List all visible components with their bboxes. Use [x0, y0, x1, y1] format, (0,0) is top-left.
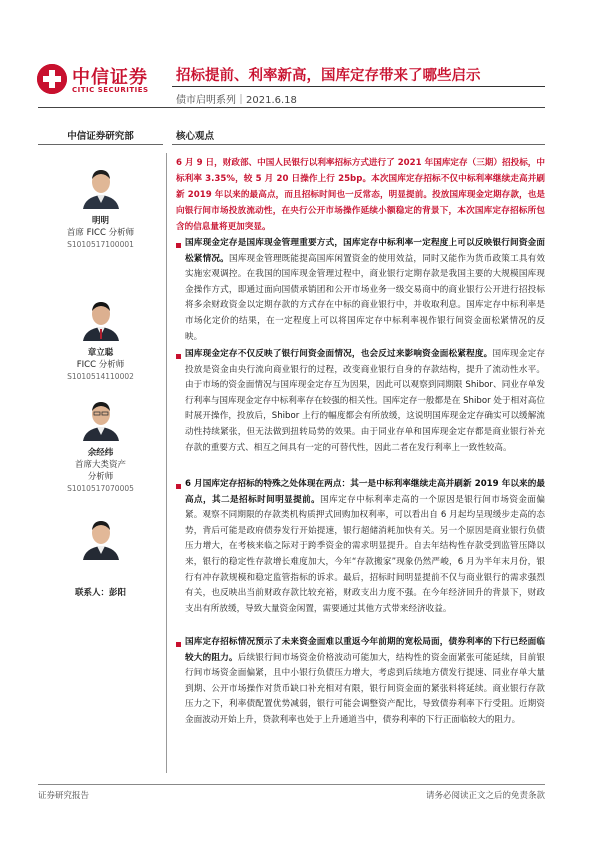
paragraph-lead: 国库现金定存是国库现金管理重要方式，国库定存中标利率一定程度上可以反映银行间资金面松紧情况。	[185, 238, 545, 264]
key-summary: 6 月 9 日，财政部、中国人民银行以利率招标方式进行了 2021 年国库定存（三期）招投标，中标利率 3.35%，较 5 月 20 日操作上行 25bp。本次国库定存招标不仅中标利率继续走高并刷新 2019 年以来的最高点，而且招标时间也一反常态，明显提前。投放国库现金定期存款，也是向银行间市场投放流动性，在央行公开市场操作延续小额稳定的背景下，本次国库定存招标所包含的信息量将更加突显。	[176, 158, 545, 232]
contact-name: 联系人：彭阳	[74, 588, 126, 598]
analyst-license: S1010517100001	[67, 240, 134, 249]
contact-label	[38, 587, 163, 599]
section-heading: 核心观点	[176, 131, 215, 142]
report-title: 招标提前、利率新高，国库定存带来了哪些启示	[176, 68, 481, 84]
logo-text-en: CITIC SECURITIES	[72, 86, 149, 94]
paragraph	[176, 347, 545, 456]
header-divider	[38, 107, 545, 108]
section-divider	[172, 144, 545, 145]
paragraph-body: 国库定存中标利率走高的一个原因是银行间市场资金面偏紧。观察不同期限的存款类机构质押式回购加权利率，可以看出自 6 月起均呈现缓步走高的态势，背后可能是政府债券发行开始提速，银行超储消耗加快有关。另一个原因是商业银行负债压力增大，在考核来临之际对于跨季资金的需求明显提升。自去年结构性存款受到监管压降以来，银行的稳定性存款增长难度加大，今年“存款搬家”现象仍然严峻，6 月为半年末月份，银行有冲存款规模和稳定监管指标的诉求。最后，招标时间明显提前不仅与商业银行的需求强烈有关，也反映出当前财政存款比较充裕，财政支出力度不强。在今年经济回升的背景下，财政支出有所放缓，导致大量资金闲置，需要通过其他方式带来经济收益。	[185, 494, 545, 614]
analyst-card	[38, 447, 163, 495]
analyst-name: 章立聪	[87, 348, 114, 358]
title-divider	[172, 86, 545, 87]
paragraph-lead: 国库定存招标情况预示了未来资金面难以重返今年前期的宽松局面，债券利率的下行已经面临较大的阻力。	[185, 637, 545, 663]
paragraph-body: 后续银行间市场资金价格波动可能加大，结构性的资金面紧张可能延续，目前银行间市场资金面偏紧，且中小银行负债压力增大，考虑到后续地方债发行提速、同业存单大量到期、公开市场操作对货币缺口补充相对有限，银行间资金面的紧张料将延续。商业银行存款压力之下，利率债配置优势减弱，银行可能会调整资产配比，导致债券利率下行受阻。近期资金面波动开始上升，贷款利率也处于上升通道当中，债券利率的下行正面临较大的阻力。	[185, 652, 545, 725]
analyst-name: 明明	[91, 216, 109, 226]
logo-text-cn: 中信证券	[72, 67, 148, 88]
column-divider	[166, 153, 167, 773]
paragraph-body: 国库现金管理既能提高国库闲置资金的使用效益，同时又能作为货币政策工具有效实施宏观调控。在我国的国库现金管理过程中，商业银行定期存款是我国主要的大规模国库现金操作方式，即通过面向国债承销团和公开市场业务一级交易商中的商业银行公开进行招投标将多余财政资金以定期存款的方式存在中标的商业银行中，并收取利息。国库定存中标利率是市场化定价的结果，在一定程度上可以将国库定存中标利率视作银行间资金面松紧情况的反映。	[185, 253, 545, 342]
analyst-role: 首席 FICC 分析师	[66, 228, 135, 238]
paragraph-body: 国库现金定存投放是资金由央行流向商业银行的过程，改变商业银行自身的存款结构，提升了流动性水平。由于市场的资金面情况与国库现金定存互为因果，因此可以观察到同期限 Shibor、同业存单发行利率与国库现金定存中标利率存在较强的相关性。国库定存一般都是在 Shibor 处于相对高位时展开操作，投放后，Shibor 上行的幅度都会有所放缓，这说明国库现金定存确实可以缓解流动性持续紧张，但无法做到扭转局势的效果。由于同业存单和国库现金定存都是商业银行补充存款的重要方式、相互之间具有一定的可替代性，因此二者在发行利率上一致性较高。	[185, 349, 545, 453]
analyst-card	[38, 347, 163, 383]
analyst-license: S1010517070005	[67, 484, 134, 493]
citic-logo-icon	[37, 64, 67, 94]
series-date: 债市启明系列｜2021.6.18	[176, 95, 297, 106]
paragraph-lead: 6 月国库定存招标的特殊之处体现在两点：其一是中标利率继续走高并刷新 2019 年以来的最高点，其二是招标时间明显提前。	[185, 479, 545, 505]
analyst-role: FICC 分析师	[76, 360, 125, 370]
analyst-photo	[81, 297, 121, 341]
paragraph	[176, 236, 545, 345]
analyst-card	[38, 215, 163, 251]
sidebar-heading: 中信证券研究部	[67, 131, 134, 142]
paragraph	[176, 635, 545, 729]
sidebar-divider	[38, 144, 163, 145]
analyst-license: S1010514110002	[67, 372, 134, 381]
analyst-role-line2: 分析师	[87, 472, 114, 482]
paragraph	[176, 477, 545, 617]
footer-disclaimer: 请务必阅读正文之后的免责条款	[425, 791, 545, 801]
footer-label: 证券研究报告	[38, 791, 90, 801]
contact-photo	[81, 516, 121, 560]
footer-divider	[38, 784, 545, 785]
analyst-name: 余经纬	[87, 448, 114, 458]
analyst-photo	[81, 165, 121, 209]
paragraph-lead: 国库现金定存不仅反映了银行间资金面情况，也会反过来影响资金面松紧程度。	[185, 349, 493, 359]
analyst-photo	[81, 397, 121, 441]
analyst-role: 首席大类资产	[74, 460, 126, 470]
